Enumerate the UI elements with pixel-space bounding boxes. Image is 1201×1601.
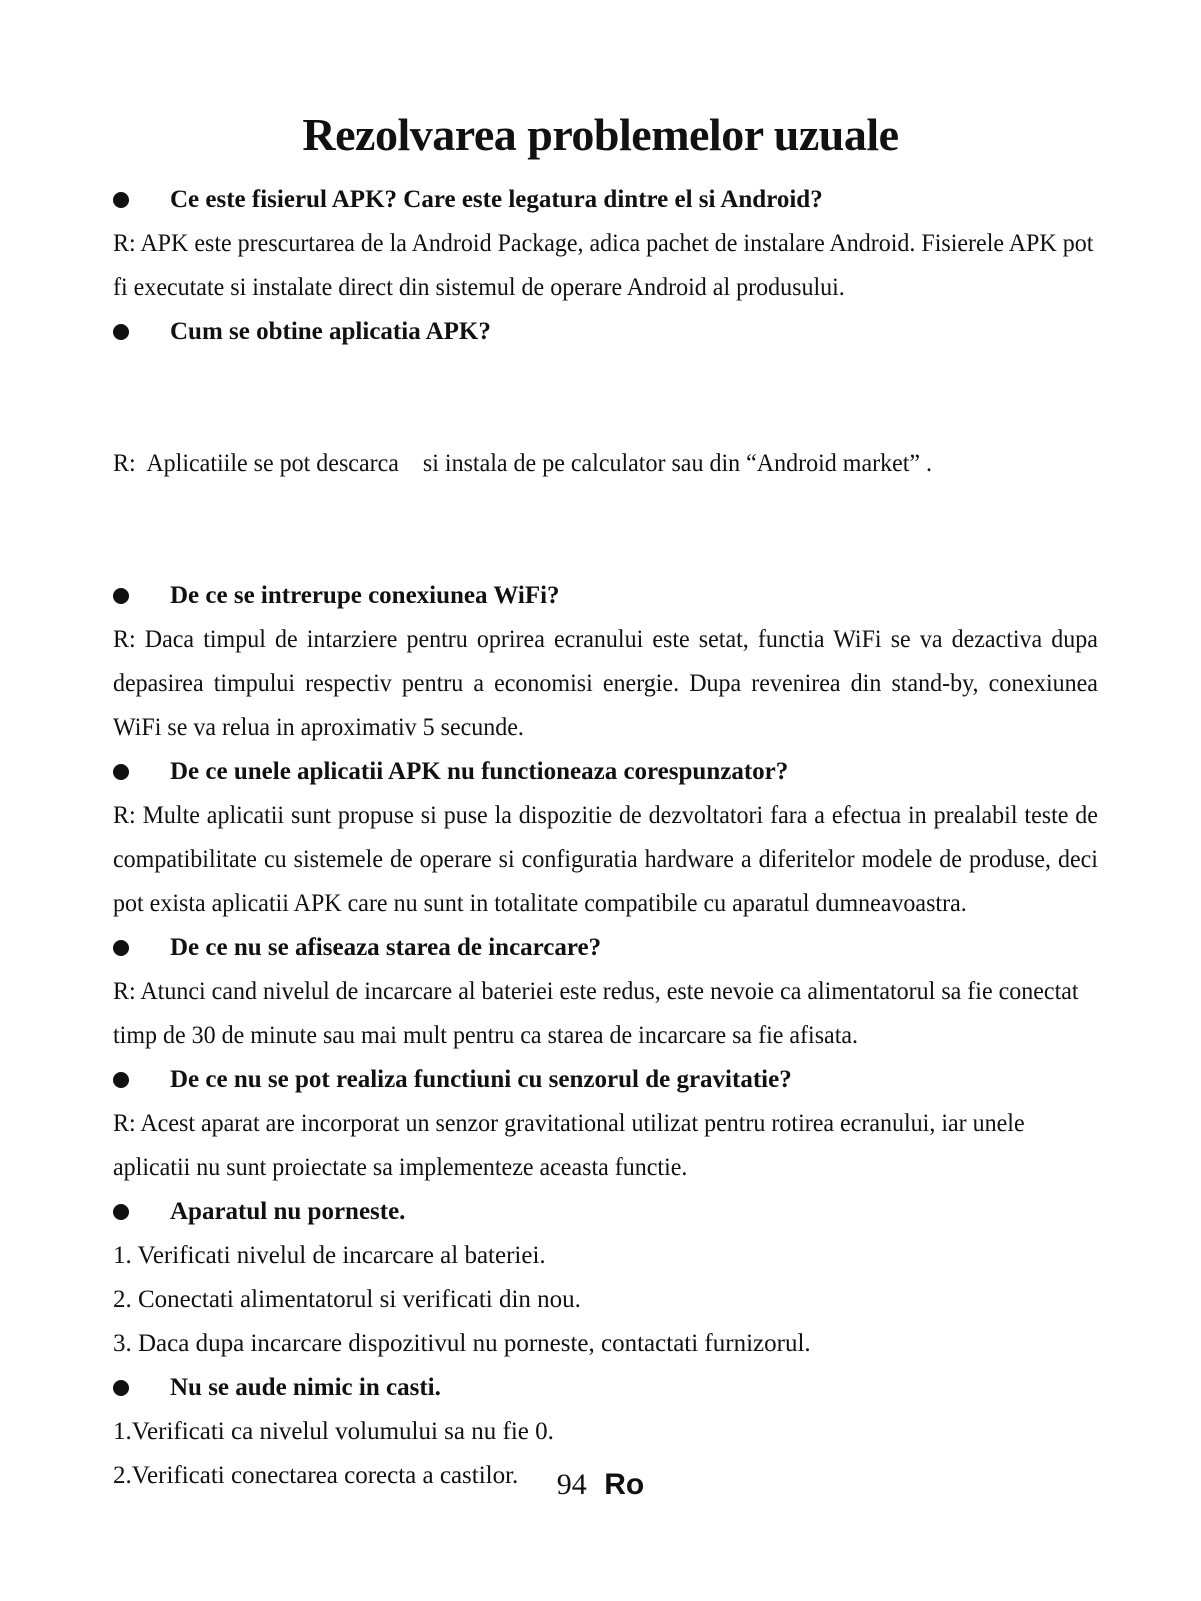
answer-text: R: APK este prescurtarea de la Android Package, adica pachet de instalare Android. Fisierele APK pot fi executate si instalate direct din sistemul de operare Android al produsului. xyxy=(113,230,1094,301)
question-apk-compat xyxy=(113,750,1098,794)
bullet-icon xyxy=(113,1204,129,1220)
answer-text: R: Acest aparat are incorporat un senzor gravitational utilizat pentru rotirea ecranului, iar unele aplicatii nu sunt proiectate sa implementeze aceasta functie. xyxy=(113,1110,1025,1181)
bullet-icon xyxy=(113,1380,129,1396)
bullet-icon xyxy=(113,1072,129,1088)
step-item: 3. Daca dupa incarcare dispozitivul nu porneste, contactati furnizorul. xyxy=(113,1330,811,1357)
question-text: De ce se intrerupe conexiunea WiFi? xyxy=(170,582,560,609)
answer-text: R: Atunci cand nivelul de incarcare al bateriei este redus, este nevoie ca alimentatorul sa fie conectat timp de 30 de minute sau mai mult pentru ca starea de incarcare sa fie afisata. xyxy=(113,978,1079,1049)
answer-gravity-sensor xyxy=(113,1102,1098,1190)
answer-apk-compat xyxy=(113,794,1098,926)
question-text: De ce unele aplicatii APK nu functioneaza corespunzator? xyxy=(170,758,789,785)
answer-text: R: Multe aplicatii sunt propuse si puse la dispozitie de dezvoltatori fara a efectua in prealabil teste de compatibilitate cu sistemele de operare si configuratia hardware a diferitelor modele de produse, deci pot exista aplicatii APK care nu sunt in totalitate compatibile cu aparatul dumneavoastra. xyxy=(113,802,1098,917)
faq-list xyxy=(113,178,1098,1498)
question-gravity-sensor xyxy=(113,1058,1098,1102)
answer-charging-state xyxy=(113,970,1098,1058)
page-footer xyxy=(0,1468,1201,1502)
answer-text: R: Aplicatiile se pot descarca si instala de pe calculator sau din “Android market” . xyxy=(113,450,933,477)
question-wifi xyxy=(113,574,1098,618)
question-text: Nu se aude nimic in casti. xyxy=(170,1374,441,1401)
question-text: De ce nu se afiseaza starea de incarcare? xyxy=(170,934,602,961)
bullet-icon xyxy=(113,940,129,956)
language-code: Ro xyxy=(604,1468,645,1501)
question-text: Aparatul nu porneste. xyxy=(170,1198,406,1225)
question-charging-state xyxy=(113,926,1098,970)
answer-apk-file xyxy=(113,222,1098,310)
step-item: 1.Verificati ca nivelul volumului sa nu fie 0. xyxy=(113,1418,554,1445)
question-text: Ce este fisierul APK? Care este legatura dintre el si Android? xyxy=(170,186,823,213)
question-obtain-apk xyxy=(113,310,1098,354)
answer-text: R: Daca timpul de intarziere pentru oprirea ecranului este setat, functia WiFi se va dezactiva dupa depasirea timpului respectiv pentru a economisi energie. Dupa revenirea din stand-by, conexiunea WiFi se va relua in aproximativ 5 secunde. xyxy=(113,626,1098,741)
answer-wifi xyxy=(113,618,1098,750)
step-item: 2.Verificati conectarea corecta a castilor. xyxy=(113,1462,519,1489)
bullet-icon xyxy=(113,764,129,780)
bullet-icon xyxy=(113,588,129,604)
answer-obtain-apk xyxy=(113,354,1098,574)
bullet-icon xyxy=(113,192,129,208)
step-item: 1. Verificati nivelul de incarcare al bateriei. xyxy=(113,1242,546,1269)
page-number: 94 xyxy=(556,1468,587,1501)
question-device-not-starting xyxy=(113,1190,1098,1234)
step-item: 2. Conectati alimentatorul si verificati din nou. xyxy=(113,1286,581,1313)
question-no-sound-headphones xyxy=(113,1366,1098,1410)
question-text: Cum se obtine aplicatia APK? xyxy=(170,318,491,345)
bullet-icon xyxy=(113,324,129,340)
question-text: De ce nu se pot realiza functiuni cu senzorul de gravitatie? xyxy=(170,1066,792,1093)
question-apk-file xyxy=(113,178,1098,222)
page-title: Rezolvarea problemelor uzuale xyxy=(302,109,899,160)
